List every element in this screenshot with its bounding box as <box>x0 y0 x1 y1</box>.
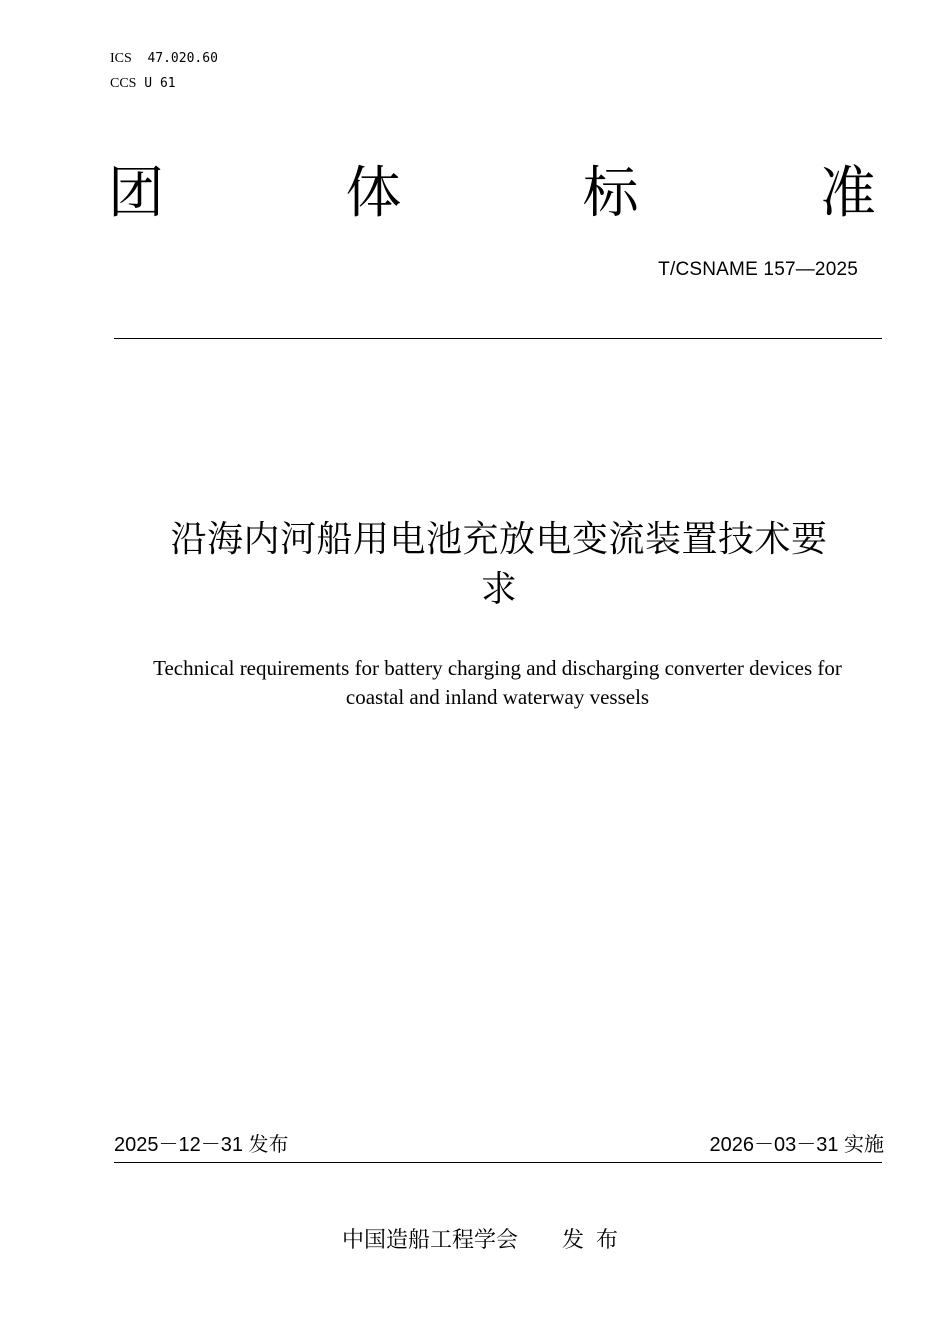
standard-type-char-2: 体 <box>345 161 402 226</box>
top-divider <box>114 338 882 339</box>
issue-date: 2025－12－31 发布 <box>114 1134 289 1156</box>
standard-type-char-4: 准 <box>819 161 876 226</box>
ics-code: 47.020.60 <box>147 51 218 66</box>
chinese-title <box>114 515 884 615</box>
publisher-line <box>0 1225 950 1257</box>
standard-type-char-1: 团 <box>108 161 164 226</box>
standard-type-heading <box>108 160 876 228</box>
ccs-label: CCS <box>110 76 137 91</box>
publisher-name: 中国造船工程学会 <box>341 1228 518 1253</box>
english-title-line-1: Technical requirements for battery charging and discharging converter devices for <box>153 656 842 680</box>
ics-code-line <box>110 46 218 71</box>
english-title <box>100 654 895 712</box>
classification-codes <box>110 46 218 96</box>
chinese-title-line-1: 沿海内河船用电池充放电变流装置技术要 <box>170 519 828 560</box>
ics-label: ICS <box>110 51 132 66</box>
implementation-date: 2026－03－31 实施 <box>709 1134 884 1156</box>
chinese-title-line-2: 求 <box>480 569 518 610</box>
standard-type-char-3: 标 <box>582 161 639 226</box>
ccs-code: U 61 <box>144 76 176 91</box>
standard-number: T/CSNAME 157—2025 <box>658 259 858 280</box>
publish-action: 发布 <box>562 1228 631 1253</box>
date-row <box>114 1130 884 1160</box>
bottom-divider <box>114 1162 882 1163</box>
ccs-code-line <box>110 71 218 96</box>
english-title-line-2: coastal and inland waterway vessels <box>345 685 650 709</box>
